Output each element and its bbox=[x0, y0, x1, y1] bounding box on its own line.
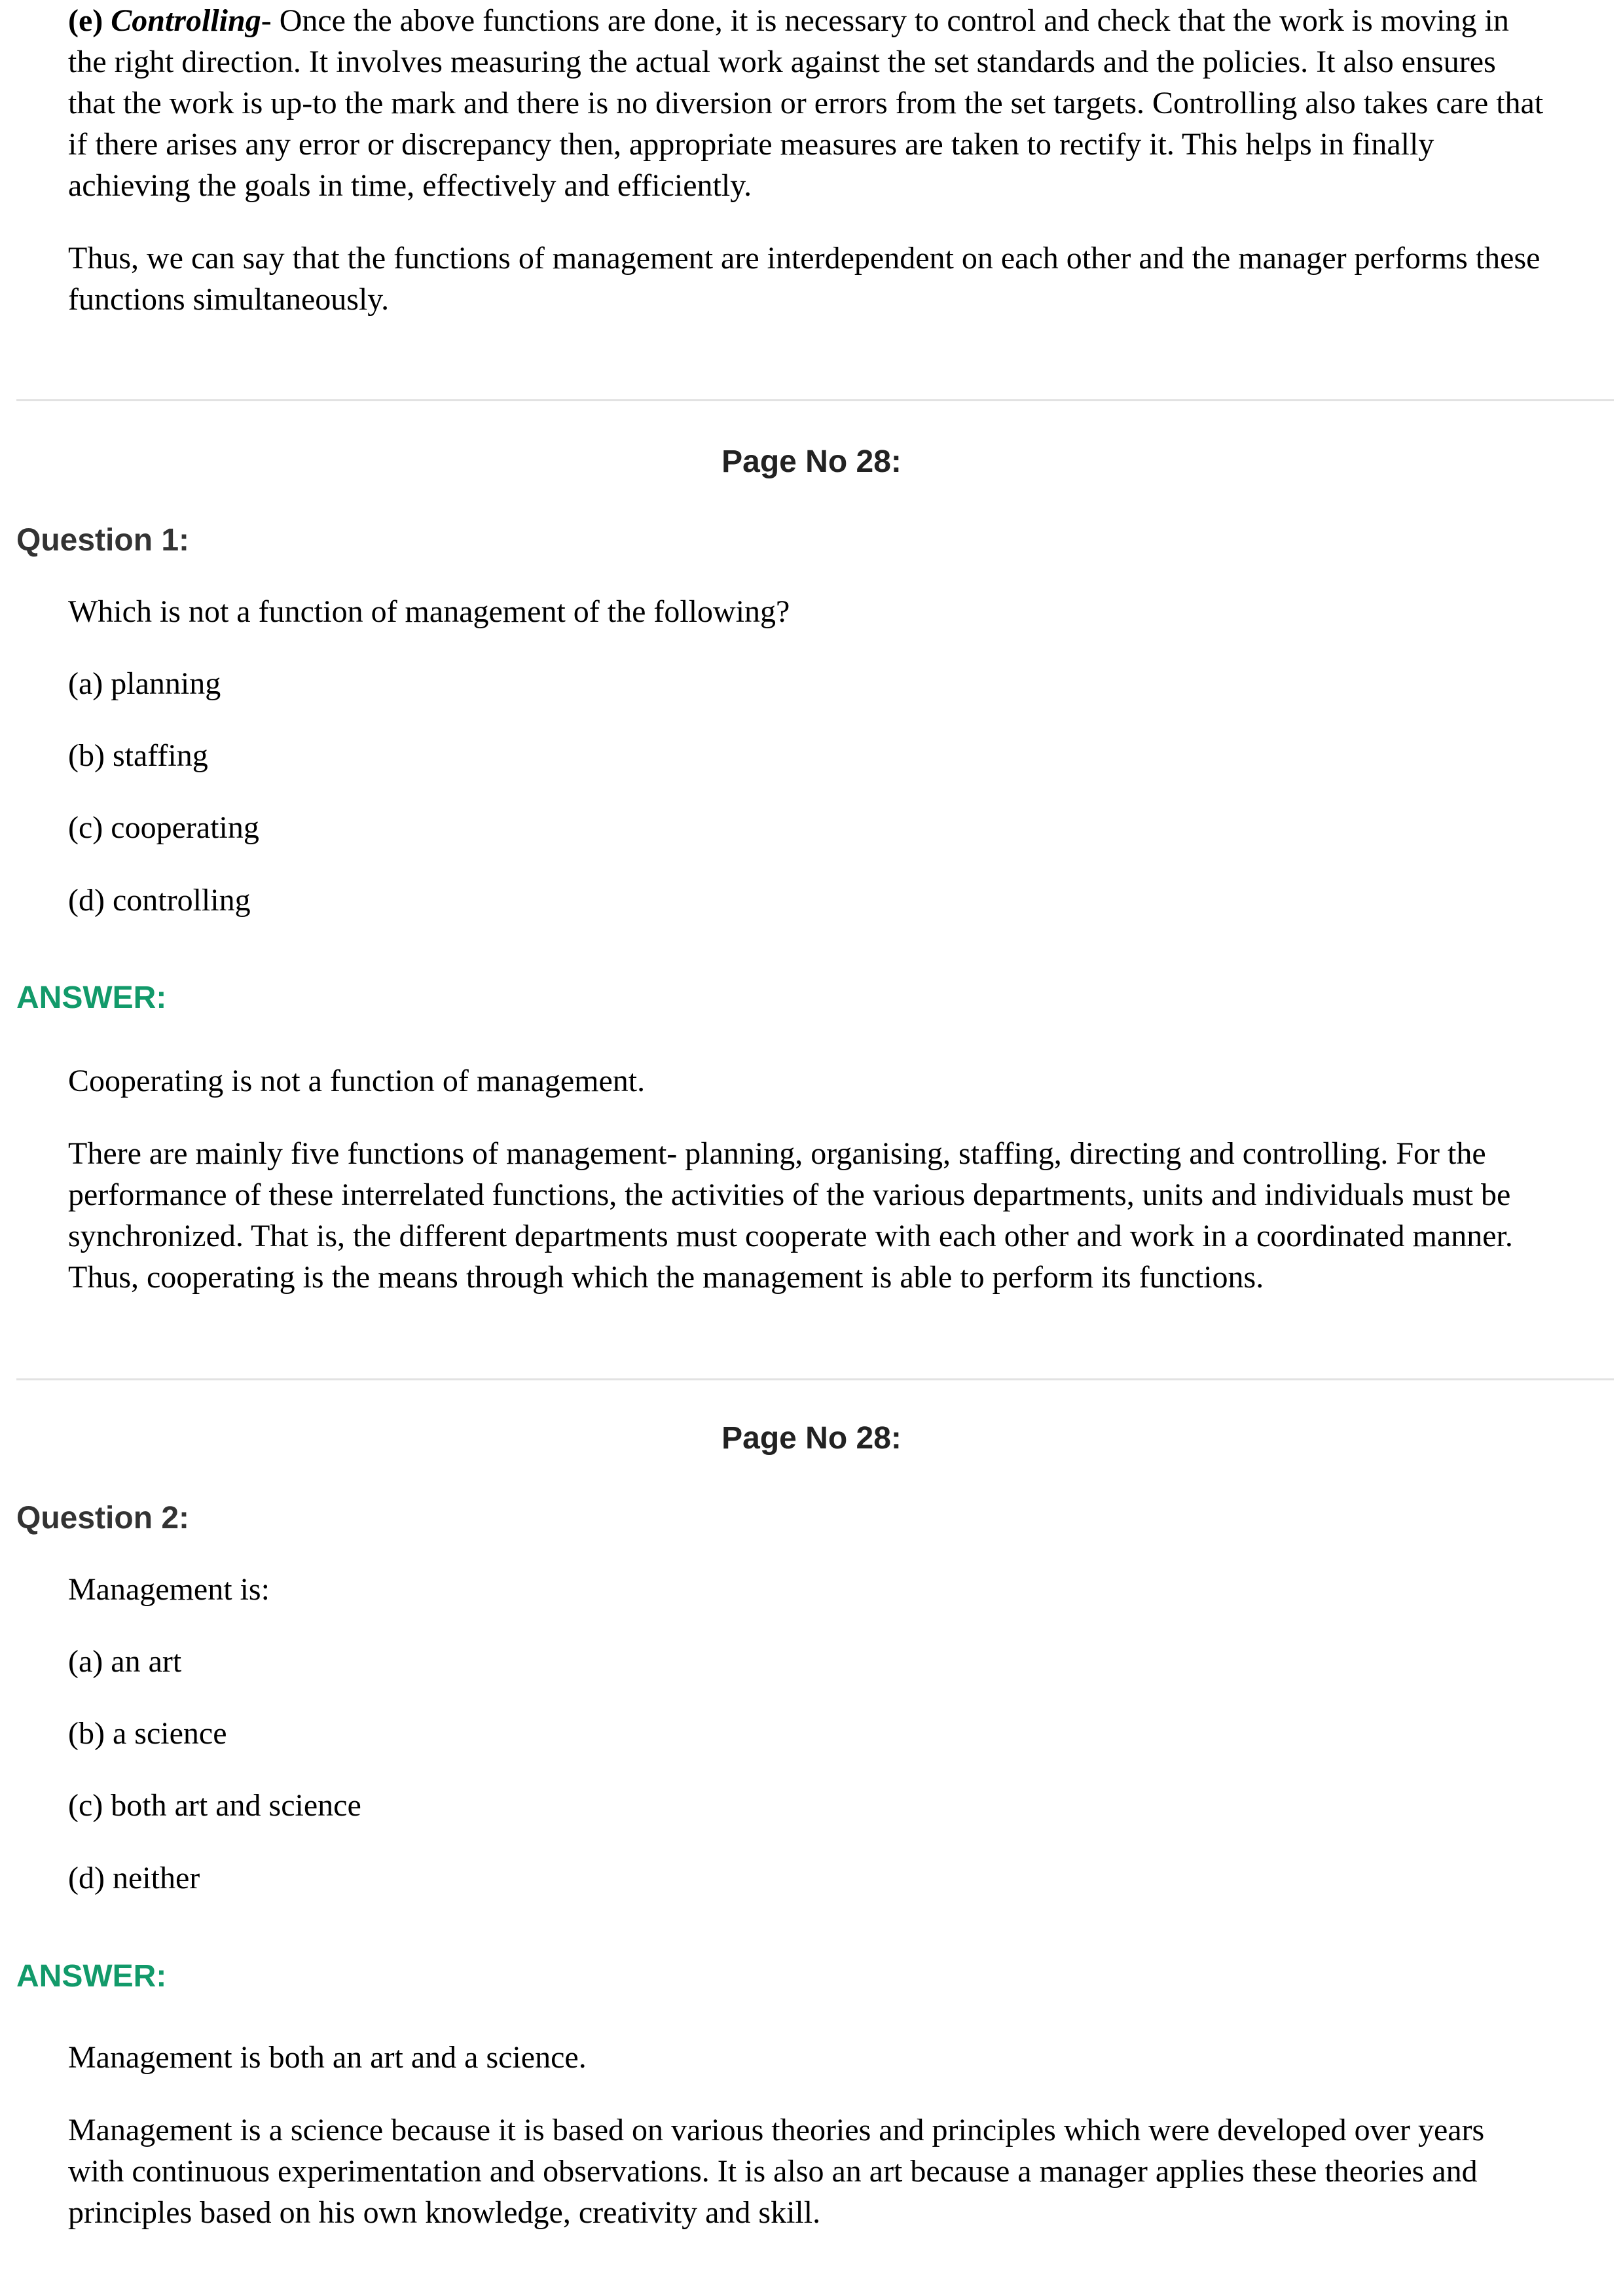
text-line: Which is not a function of management of the following? bbox=[68, 594, 790, 629]
text-line: achieving the goals in time, effectively and efficiently. bbox=[68, 168, 752, 203]
option-a: (a) an art bbox=[68, 1644, 182, 1679]
page-number-heading: Page No 28: bbox=[721, 444, 902, 479]
option-item bbox=[68, 1641, 1620, 1682]
text-line: the right direction. It involves measuring the actual work against the set standards and the policies. It also ensures bbox=[68, 45, 1496, 79]
question-heading: Question 2: bbox=[16, 1501, 190, 1535]
text-fragment: - Once the above functions are done, it is necessary to control and check that the work is moving in bbox=[261, 3, 1509, 38]
item-label: (e) bbox=[68, 3, 103, 38]
text-line: principles based on his own knowledge, creativity and skill. bbox=[68, 2195, 821, 2230]
answer-short bbox=[68, 1060, 1620, 1102]
answer-explanation bbox=[68, 2109, 1620, 2233]
text-line: with continuous experimentation and observations. It is also an art because a manager applies these theories and bbox=[68, 2154, 1478, 2189]
option-item bbox=[68, 807, 1620, 848]
section-divider bbox=[16, 1378, 1614, 1380]
question-text bbox=[68, 1569, 1620, 1610]
text-line: Management is both an art and a science. bbox=[68, 2040, 587, 2075]
option-b: (b) a science bbox=[68, 1716, 227, 1751]
text-line: Thus, cooperating is the means through which the management is able to perform its functions. bbox=[68, 1260, 1264, 1295]
answer-heading: ANSWER: bbox=[16, 980, 167, 1015]
text-line: Cooperating is not a function of management. bbox=[68, 1064, 646, 1098]
item-term: Controlling bbox=[111, 3, 261, 38]
option-item bbox=[68, 1785, 1620, 1826]
text-line: Management is: bbox=[68, 1572, 270, 1607]
text-line: functions simultaneously. bbox=[68, 282, 390, 317]
option-d: (d) controlling bbox=[68, 883, 251, 918]
section-divider bbox=[16, 399, 1614, 401]
option-item bbox=[68, 1713, 1620, 1754]
answer-heading: ANSWER: bbox=[16, 1959, 167, 1994]
controlling-paragraph bbox=[68, 0, 1620, 206]
option-item bbox=[68, 735, 1620, 776]
option-b: (b) staffing bbox=[68, 738, 208, 773]
option-item bbox=[68, 663, 1620, 704]
question-heading: Question 1: bbox=[16, 523, 190, 558]
option-item bbox=[68, 880, 1620, 921]
text-line: that the work is up-to the mark and there is no diversion or errors from the set targets. Controlling also takes care that bbox=[68, 86, 1544, 120]
option-c: (c) both art and science bbox=[68, 1788, 361, 1823]
option-c: (c) cooperating bbox=[68, 810, 259, 845]
option-d: (d) neither bbox=[68, 1861, 200, 1895]
text-line: Thus, we can say that the functions of management are interdependent on each other and the manager performs these bbox=[68, 241, 1541, 276]
text-line: Management is a science because it is based on various theories and principles which were developed over years bbox=[68, 2113, 1485, 2147]
text-line: performance of these interrelated functions, the activities of the various departments, units and individuals must be bbox=[68, 1177, 1511, 1212]
text-line bbox=[68, 0, 1620, 41]
answer-explanation bbox=[68, 1133, 1620, 1298]
question-text bbox=[68, 591, 1620, 632]
conclusion-paragraph bbox=[68, 238, 1620, 320]
option-item bbox=[68, 1857, 1620, 1899]
text-line: synchronized. That is, the different departments must cooperate with each other and work in a coordinated manner. bbox=[68, 1219, 1513, 1253]
text-line: There are mainly five functions of management- planning, organising, staffing, directing and controlling. For the bbox=[68, 1136, 1486, 1171]
text-line: if there arises any error or discrepancy then, appropriate measures are taken to rectify it. This helps in finally bbox=[68, 127, 1434, 162]
page-number-heading: Page No 28: bbox=[721, 1421, 902, 1456]
option-a: (a) planning bbox=[68, 666, 221, 701]
answer-short bbox=[68, 2037, 1620, 2078]
